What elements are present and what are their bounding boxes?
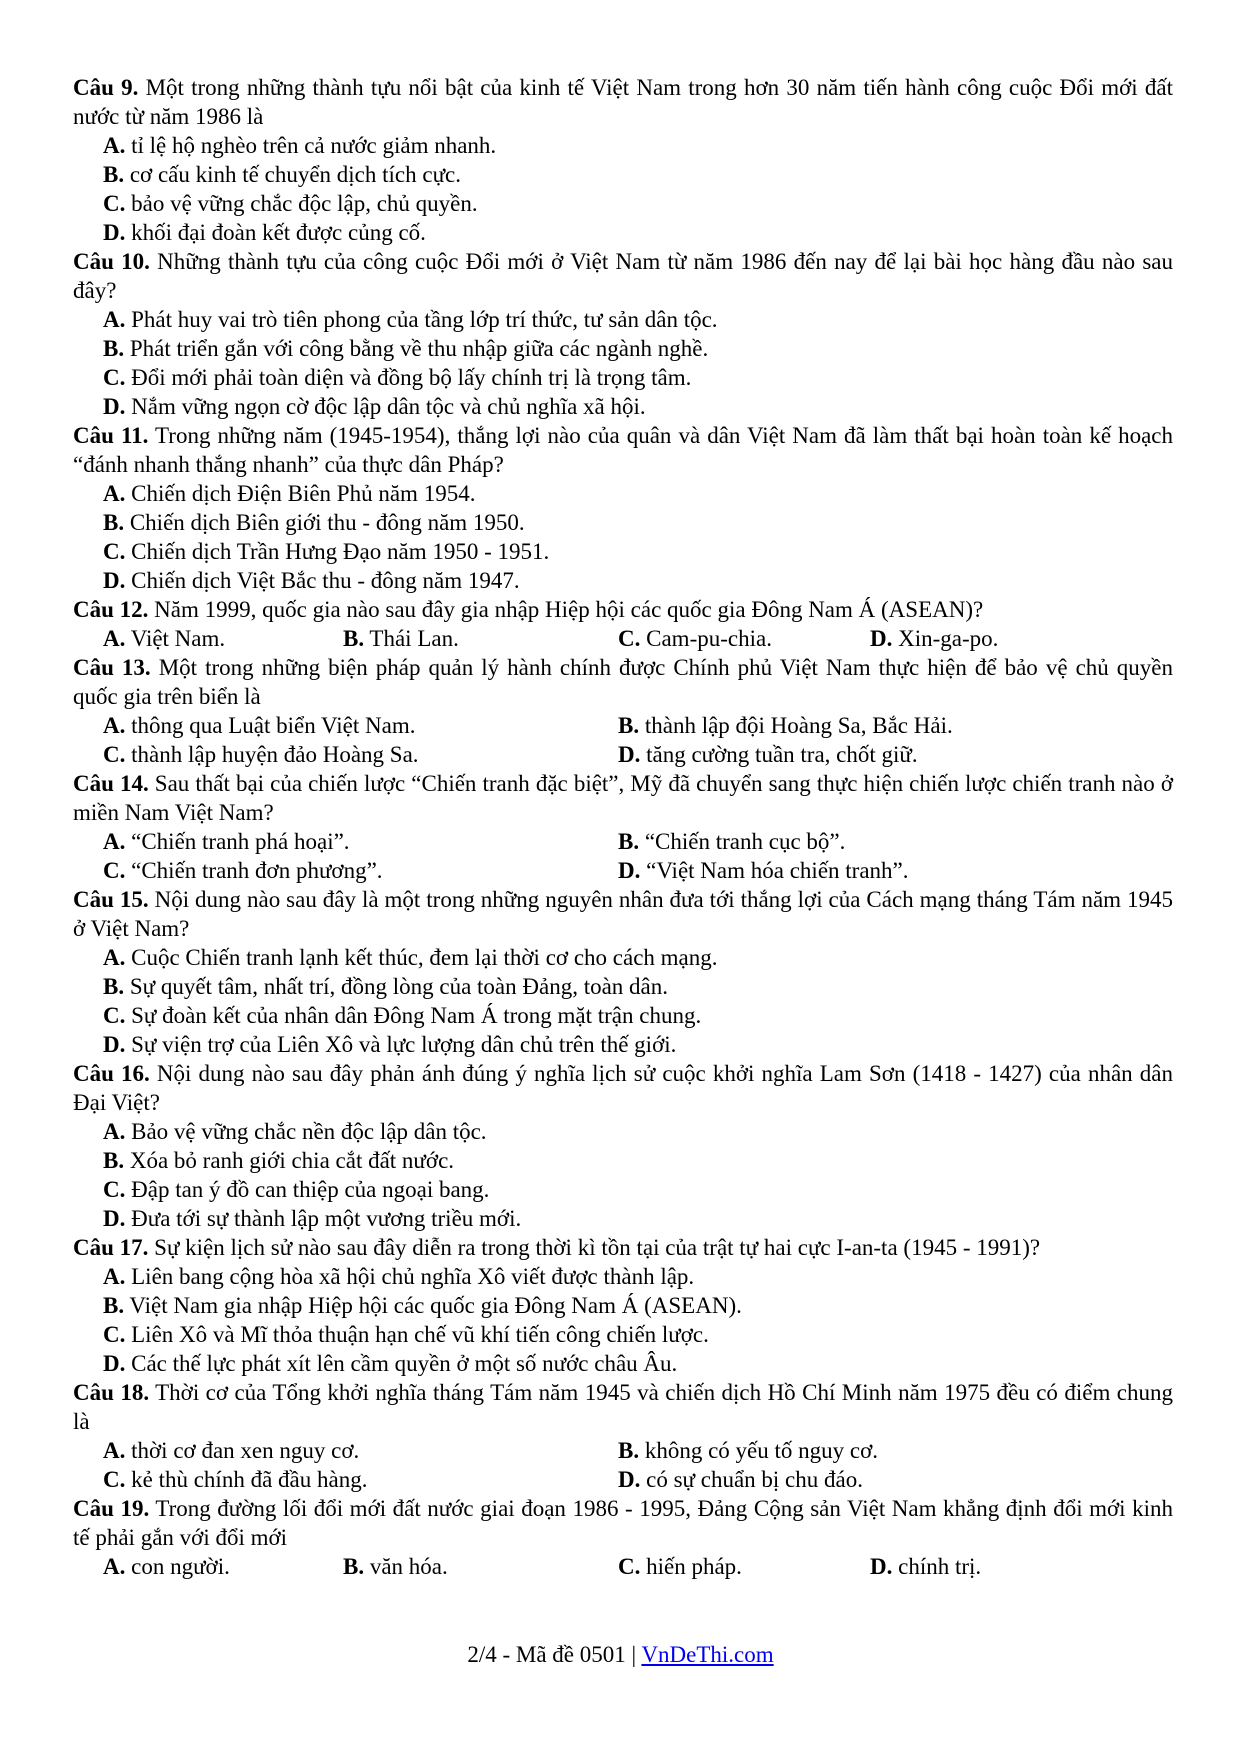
option-row [103, 1030, 1173, 1059]
option-text: Cuộc Chiến tranh lạnh kết thúc, đem lại thời cơ cho cách mạng. [125, 945, 718, 970]
option-text: Chiến dịch Trần Hưng Đạo năm 1950 - 1951. [125, 539, 550, 564]
answer-option[interactable] [103, 363, 1173, 392]
answer-option[interactable] [103, 827, 618, 856]
question-stem [73, 885, 1173, 943]
answer-option[interactable] [103, 856, 618, 885]
answer-option[interactable] [343, 1552, 618, 1581]
answer-option[interactable] [618, 711, 1133, 740]
answer-option[interactable] [103, 1117, 1173, 1146]
option-letter: D. [870, 626, 893, 651]
option-letter: D. [103, 1351, 126, 1376]
option-row [103, 856, 1173, 885]
option-text: Sự đoàn kết của nhân dân Đông Nam Á trong mặt trận chung. [125, 1003, 702, 1028]
answer-option[interactable] [103, 305, 1173, 334]
answer-options [73, 479, 1173, 595]
answer-option[interactable] [103, 1175, 1173, 1204]
question-stem [73, 247, 1173, 305]
answer-options [73, 1552, 1173, 1581]
option-text: Sự viện trợ của Liên Xô và lực lượng dân chủ trên thế giới. [125, 1032, 677, 1057]
option-text: cơ cấu kinh tế chuyển dịch tích cực. [124, 162, 462, 187]
question-text: Sau thất bại của chiến lược “Chiến tranh đặc biệt”, Mỹ đã chuyển sang thực hiện chiến lược chiến tranh nào ở miền Nam Việt Nam? [73, 771, 1173, 825]
question-text: Năm 1999, quốc gia nào sau đây gia nhập Hiệp hội các quốc gia Đông Nam Á (ASEAN)? [148, 597, 984, 622]
question-block [73, 769, 1173, 885]
option-row [103, 479, 1173, 508]
answer-option[interactable] [618, 1552, 870, 1581]
option-row [103, 1552, 1173, 1581]
answer-option[interactable] [343, 624, 618, 653]
answer-option[interactable] [103, 160, 1173, 189]
option-row [103, 537, 1173, 566]
option-letter: B. [103, 336, 125, 361]
question-number: Câu 10. [73, 249, 150, 274]
option-row [103, 827, 1173, 856]
answer-option[interactable] [618, 827, 1133, 856]
answer-option[interactable] [103, 1320, 1173, 1349]
question-block [73, 1059, 1173, 1233]
answer-options [73, 827, 1173, 885]
option-row [103, 1146, 1173, 1175]
option-text: Xóa bỏ ranh giới chia cắt đất nước. [124, 1148, 455, 1173]
answer-option[interactable] [103, 1030, 1173, 1059]
option-row [103, 566, 1173, 595]
option-text: Nắm vững ngọn cờ độc lập dân tộc và chủ nghĩa xã hội. [125, 394, 646, 419]
question-number: Câu 9. [73, 75, 139, 100]
option-text: thông qua Luật biển Việt Nam. [125, 713, 416, 738]
answer-option[interactable] [103, 479, 1173, 508]
option-letter: B. [103, 1148, 125, 1173]
option-text: kẻ thù chính đã đầu hàng. [125, 1467, 368, 1492]
option-text: thời cơ đan xen nguy cơ. [125, 1438, 360, 1463]
option-letter: C. [103, 1322, 126, 1347]
answer-option[interactable] [103, 943, 1173, 972]
option-letter: D. [870, 1554, 893, 1579]
answer-option[interactable] [103, 537, 1173, 566]
question-block [73, 421, 1173, 595]
question-number: Câu 14. [73, 771, 149, 796]
option-row [103, 131, 1173, 160]
answer-option[interactable] [103, 1436, 618, 1465]
answer-options [73, 1436, 1173, 1494]
option-text: “Chiến tranh cục bộ”. [639, 829, 846, 854]
option-letter: D. [618, 742, 641, 767]
option-letter: D. [103, 394, 126, 419]
option-letter: C. [618, 626, 641, 651]
answer-option[interactable] [618, 624, 870, 653]
option-text: Cam-pu-chia. [640, 626, 772, 651]
option-text: tăng cường tuần tra, chốt giữ. [640, 742, 918, 767]
option-text: Việt Nam gia nhập Hiệp hội các quốc gia Đông Nam Á (ASEAN). [124, 1293, 742, 1318]
answer-option[interactable] [103, 972, 1173, 1001]
option-letter: C. [618, 1554, 641, 1579]
question-block [73, 247, 1173, 421]
question-stem [73, 73, 1173, 131]
option-letter: C. [103, 858, 126, 883]
answer-option[interactable] [103, 1146, 1173, 1175]
answer-option[interactable] [103, 1001, 1173, 1030]
option-row [103, 711, 1173, 740]
page-footer [0, 1640, 1241, 1669]
option-row [103, 1204, 1173, 1233]
question-number: Câu 17. [73, 1235, 149, 1260]
option-text: Xin-ga-po. [892, 626, 999, 651]
option-row [103, 189, 1173, 218]
option-letter: C. [103, 742, 126, 767]
option-letter: B. [618, 1438, 640, 1463]
question-number: Câu 12. [73, 597, 149, 622]
option-row [103, 972, 1173, 1001]
option-letter: D. [618, 1467, 641, 1492]
answer-option[interactable] [103, 740, 618, 769]
option-text: không có yếu tố nguy cơ. [639, 1438, 879, 1463]
answer-option[interactable] [103, 392, 1173, 421]
option-letter: B. [103, 1293, 125, 1318]
question-number: Câu 13. [73, 655, 151, 680]
option-text: Đập tan ý đồ can thiệp của ngoại bang. [125, 1177, 490, 1202]
option-text: Chiến dịch Việt Bắc thu - đông năm 1947. [125, 568, 520, 593]
question-number: Câu 19. [73, 1496, 150, 1521]
question-stem [73, 653, 1173, 711]
question-stem [73, 1494, 1173, 1552]
answer-option[interactable] [103, 711, 618, 740]
option-row [103, 1436, 1173, 1465]
answer-option[interactable] [618, 1465, 1133, 1494]
option-letter: D. [618, 858, 641, 883]
option-row [103, 1001, 1173, 1030]
answer-option[interactable] [618, 740, 1133, 769]
option-letter: C. [103, 1177, 126, 1202]
answer-option[interactable] [103, 1204, 1173, 1233]
option-letter: A. [103, 713, 126, 738]
option-letter: C. [103, 365, 126, 390]
option-letter: B. [343, 1554, 365, 1579]
option-row [103, 1320, 1173, 1349]
answer-option[interactable] [103, 131, 1173, 160]
option-text: khối đại đoàn kết được củng cố. [125, 220, 426, 245]
question-stem [73, 1059, 1173, 1117]
option-text: văn hóa. [364, 1554, 448, 1579]
option-letter: B. [343, 626, 365, 651]
answer-option[interactable] [103, 1349, 1173, 1378]
option-text: Thái Lan. [364, 626, 459, 651]
answer-option[interactable] [870, 1552, 1070, 1581]
option-text: Phát huy vai trò tiên phong của tầng lớp trí thức, tư sản dân tộc. [125, 307, 718, 332]
option-row [103, 218, 1173, 247]
option-text: Các thế lực phát xít lên cầm quyền ở một số nước châu Âu. [125, 1351, 678, 1376]
answer-option[interactable] [870, 624, 1070, 653]
question-text: Nội dung nào sau đây là một trong những nguyên nhân đưa tới thắng lợi của Cách mạng tháng Tám năm 1945 ở Việt Nam? [73, 887, 1174, 941]
answer-option[interactable] [103, 1552, 343, 1581]
option-letter: D. [103, 1032, 126, 1057]
option-row [103, 1262, 1173, 1291]
option-row [103, 160, 1173, 189]
option-row [103, 740, 1173, 769]
option-row [103, 624, 1173, 653]
option-text: chính trị. [892, 1554, 982, 1579]
answer-options [73, 624, 1173, 653]
question-block [73, 653, 1173, 769]
option-text: Chiến dịch Biên giới thu - đông năm 1950. [124, 510, 525, 535]
option-letter: C. [103, 539, 126, 564]
question-block [73, 1378, 1173, 1494]
option-row [103, 334, 1173, 363]
option-text: Đưa tới sự thành lập một vương triều mới. [125, 1206, 522, 1231]
option-row [103, 363, 1173, 392]
option-letter: D. [103, 220, 126, 245]
question-stem [73, 421, 1173, 479]
answer-option[interactable] [103, 218, 1173, 247]
answer-options [73, 943, 1173, 1059]
option-text: con người. [125, 1554, 230, 1579]
option-letter: B. [618, 713, 640, 738]
option-letter: A. [103, 626, 126, 651]
option-letter: D. [103, 568, 126, 593]
option-letter: B. [103, 510, 125, 535]
question-text: Trong những năm (1945-1954), thắng lợi nào của quân và dân Việt Nam đã làm thất bại hoàn toàn kế hoạch “đánh nhanh thắng nhanh” của thực dân Pháp? [73, 423, 1173, 477]
question-text: Thời cơ của Tổng khởi nghĩa tháng Tám năm 1945 và chiến dịch Hồ Chí Minh năm 1975 đều có điểm chung là [73, 1380, 1173, 1434]
question-text: Trong đường lối đổi mới đất nước giai đoạn 1986 - 1995, Đảng Cộng sản Việt Nam khẳng định đổi mới kinh tế phải gắn với đổi mới [73, 1496, 1174, 1550]
answer-option[interactable] [618, 1436, 1133, 1465]
question-number: Câu 15. [73, 887, 149, 912]
question-text: Một trong những thành tựu nổi bật của kinh tế Việt Nam trong hơn 30 năm tiến hành công cuộc Đổi mới đất nước từ năm 1986 là [73, 75, 1173, 129]
option-letter: C. [103, 1003, 126, 1028]
option-row [103, 508, 1173, 537]
option-letter: C. [103, 1467, 126, 1492]
option-text: bảo vệ vững chắc độc lập, chủ quyền. [125, 191, 478, 216]
option-letter: A. [103, 1438, 126, 1463]
option-text: Phát triển gắn với công bằng về thu nhập giữa các ngành nghề. [124, 336, 709, 361]
question-block [73, 1233, 1173, 1378]
answer-options [73, 711, 1173, 769]
option-letter: B. [103, 162, 125, 187]
answer-option[interactable] [103, 624, 343, 653]
question-text: Một trong những biện pháp quản lý hành chính được Chính phủ Việt Nam thực hiện để bảo vệ chủ quyền quốc gia trên biển là [73, 655, 1174, 709]
answer-option[interactable] [103, 508, 1173, 537]
option-text: Việt Nam. [125, 626, 226, 651]
answer-option[interactable] [103, 1291, 1173, 1320]
answer-option[interactable] [103, 1262, 1173, 1291]
option-row [103, 392, 1173, 421]
option-text: Sự quyết tâm, nhất trí, đồng lòng của toàn Đảng, toàn dân. [124, 974, 669, 999]
question-block [73, 595, 1173, 653]
answer-option[interactable] [103, 189, 1173, 218]
option-letter: A. [103, 829, 126, 854]
option-row [103, 1291, 1173, 1320]
option-row [103, 305, 1173, 334]
question-block [73, 1494, 1173, 1581]
question-list [73, 73, 1173, 1581]
question-text: Những thành tựu của công cuộc Đổi mới ở Việt Nam từ năm 1986 đến nay để lại bài học hàng đầu nào sau đây? [73, 249, 1174, 303]
option-text: Liên bang cộng hòa xã hội chủ nghĩa Xô viết được thành lập. [125, 1264, 695, 1289]
option-text: hiến pháp. [640, 1554, 742, 1579]
question-stem [73, 769, 1173, 827]
question-block [73, 885, 1173, 1059]
option-row [103, 1117, 1173, 1146]
option-text: tỉ lệ hộ nghèo trên cả nước giảm nhanh. [125, 133, 497, 158]
option-letter: A. [103, 481, 126, 506]
question-stem [73, 1233, 1173, 1262]
option-text: Chiến dịch Điện Biên Phủ năm 1954. [125, 481, 476, 506]
question-stem [73, 1378, 1173, 1436]
option-letter: A. [103, 307, 126, 332]
question-number: Câu 16. [73, 1061, 150, 1086]
question-number: Câu 18. [73, 1380, 150, 1405]
question-text: Sự kiện lịch sử nào sau đây diễn ra trong thời kì tồn tại của trật tự hai cực I-an-ta (1945 - 1991)? [148, 1235, 1041, 1260]
option-row [103, 1465, 1173, 1494]
question-number: Câu 11. [73, 423, 149, 448]
answer-options [73, 131, 1173, 247]
option-letter: A. [103, 1119, 126, 1144]
option-text: Bảo vệ vững chắc nền độc lập dân tộc. [125, 1119, 487, 1144]
option-text: Đổi mới phải toàn diện và đồng bộ lấy chính trị là trọng tâm. [125, 365, 692, 390]
answer-option[interactable] [103, 334, 1173, 363]
answer-options [73, 1117, 1173, 1233]
option-text: “Chiến tranh đơn phương”. [125, 858, 383, 883]
option-text: Liên Xô và Mĩ thỏa thuận hạn chế vũ khí tiến công chiến lược. [125, 1322, 709, 1347]
option-letter: A. [103, 133, 126, 158]
question-text: Nội dung nào sau đây phản ánh đúng ý nghĩa lịch sử cuộc khởi nghĩa Lam Sơn (1418 - 1427) của nhân dân Đại Việt? [73, 1061, 1174, 1115]
footer-site-link[interactable]: VnDeThi.com [641, 1642, 774, 1667]
answer-option[interactable] [103, 566, 1173, 595]
option-row [103, 943, 1173, 972]
question-stem [73, 595, 1173, 624]
option-text: “Chiến tranh phá hoại”. [125, 829, 350, 854]
option-text: thành lập đội Hoàng Sa, Bắc Hải. [639, 713, 953, 738]
option-letter: B. [103, 974, 125, 999]
answer-option[interactable] [618, 856, 1133, 885]
option-letter: C. [103, 191, 126, 216]
answer-options [73, 305, 1173, 421]
option-row [103, 1349, 1173, 1378]
option-letter: A. [103, 1554, 126, 1579]
option-letter: A. [103, 1264, 126, 1289]
question-block [73, 73, 1173, 247]
option-letter: A. [103, 945, 126, 970]
footer-page-info: 2/4 - Mã đề 0501 | [467, 1642, 642, 1667]
option-letter: D. [103, 1206, 126, 1231]
option-row [103, 1175, 1173, 1204]
option-text: thành lập huyện đảo Hoàng Sa. [125, 742, 419, 767]
answer-option[interactable] [103, 1465, 618, 1494]
option-letter: B. [618, 829, 640, 854]
option-text: có sự chuẩn bị chu đáo. [640, 1467, 863, 1492]
answer-options [73, 1262, 1173, 1378]
option-text: “Việt Nam hóa chiến tranh”. [640, 858, 909, 883]
